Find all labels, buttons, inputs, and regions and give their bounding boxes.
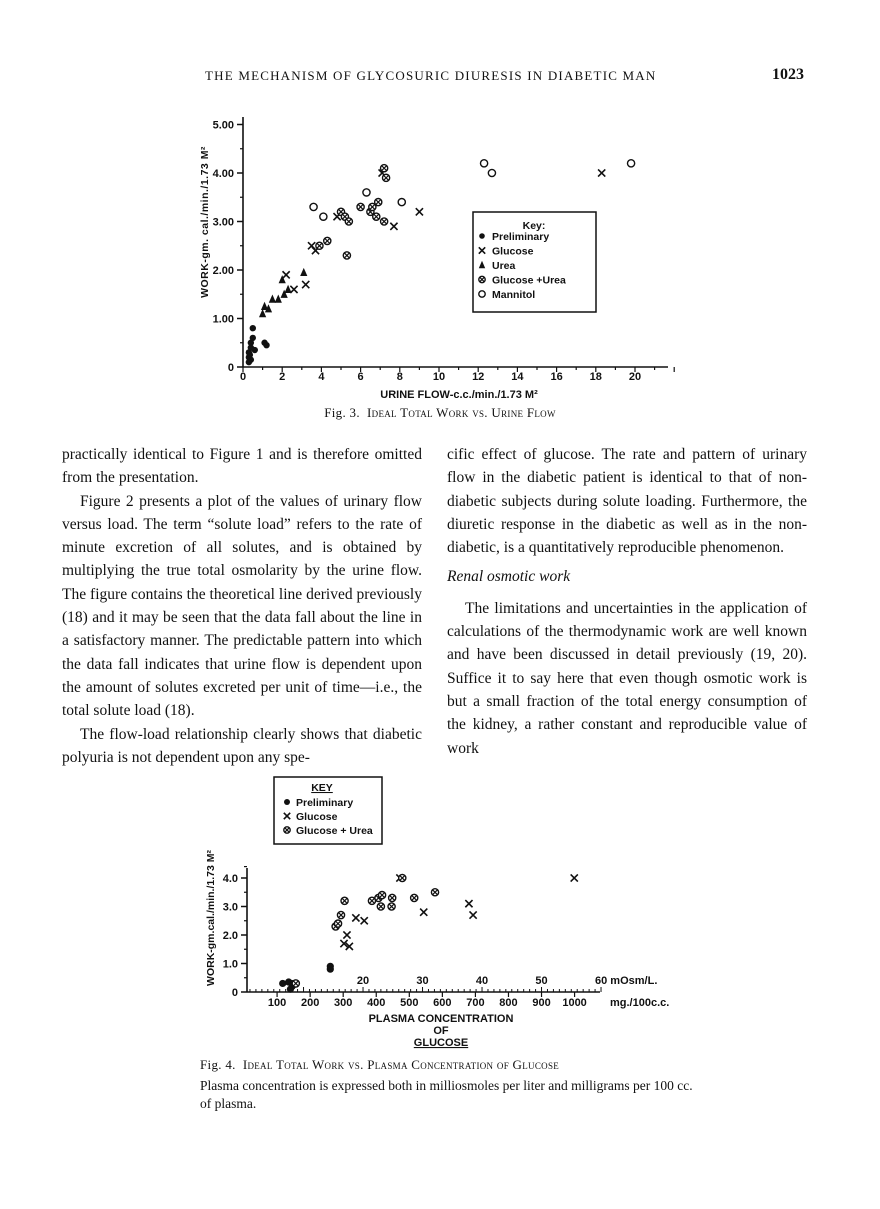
data-point [373, 213, 380, 220]
fig4-x-ticks-mosm [250, 975, 657, 992]
x-mark [416, 208, 423, 215]
data-point [399, 874, 406, 881]
y-tick-label: 3.00 [212, 216, 234, 229]
x-tick-label: 0 [239, 371, 247, 383]
y-tick-label: 0 [227, 362, 234, 374]
section-heading: Renal osmotic work [447, 568, 571, 586]
data-point [480, 160, 487, 167]
legend-symbol [479, 276, 485, 282]
circle-mark [320, 213, 327, 220]
data-point [416, 208, 423, 215]
data-point [343, 252, 350, 259]
data-point [290, 286, 297, 293]
data-point [341, 897, 348, 904]
x-tick-label: 30 [416, 975, 429, 987]
data-point [598, 169, 605, 176]
data-point [627, 160, 634, 167]
circle-mark [310, 203, 317, 210]
x-mark [290, 286, 297, 293]
y-tick-label: 4.0 [222, 873, 238, 885]
dot-mark [247, 352, 253, 358]
x-mark [465, 900, 472, 907]
x-tick-label: 16 [550, 371, 563, 383]
data-point [246, 359, 252, 365]
page-number: 1023 [772, 66, 804, 83]
x-mark [470, 911, 477, 918]
x-mark [390, 223, 397, 230]
legend-label: Preliminary [492, 231, 550, 243]
fig4-caption-prefix: Fig. 4. [200, 1057, 236, 1072]
x-mark [302, 281, 309, 288]
x-tick-label: 20 [628, 371, 642, 383]
circle-mark [627, 160, 634, 167]
x-tick-label: 20 [356, 975, 370, 987]
data-point [283, 271, 290, 278]
x-tick-label: 6 [357, 371, 364, 383]
fig3-x-ticks [240, 367, 674, 383]
fig3-y-axis-label: WORK-gm. cal./min./1.73 M² [199, 146, 211, 298]
figure-4-note: Plasma concentration is expressed both in milliosmoles per liter and milligrams per 100 cc. of plasma. [200, 1078, 693, 1111]
triangle-mark [300, 268, 307, 276]
circle-mark [398, 199, 405, 206]
y-tick-label: 5.00 [212, 119, 234, 132]
triangle-mark [259, 309, 266, 317]
y-tick-label: 1.0 [222, 958, 238, 971]
data-point [389, 894, 396, 901]
legend-label: Mannitol [492, 289, 536, 301]
x-tick-label: 1000 [562, 997, 587, 1009]
x-tick-label: 600 [433, 997, 452, 1009]
figure-3-caption [0, 405, 880, 421]
data-point [250, 335, 256, 341]
running-head-title: THE MECHANISM OF GLYCOSURIC DIURESIS IN DIABETIC MAN [205, 68, 657, 83]
x-tick-label: 8 [396, 371, 403, 383]
x-tick-label: 60 mOsm/L. [595, 975, 658, 987]
data-point [465, 900, 472, 907]
circle-mark [480, 160, 487, 167]
paragraph: cific effect of glucose. The rate and pattern of urinary flow in the diabetic patient is identical to that of non-diabetic subjects during solute loading. Furthermore, the diuretic response in the diabetic as well as in the non-diabetic, is a quantitatively reproducible phenomenon. [447, 446, 807, 557]
x-tick-label: 200 [300, 997, 320, 1009]
data-point [250, 325, 256, 331]
data-point [259, 309, 266, 317]
x-tick-label: 400 [367, 997, 386, 1009]
data-point [411, 894, 418, 901]
data-point [300, 268, 307, 276]
paragraph: Figure 2 presents a plot of the values of urinary flow versus load. The term “solute load” refers to the rate of minute excretion of all solutes, and is obtained by multiplying the true total osmolarity by the urine flow. The figure contains the theoretical line derived previously (18) and it may be seen that the data fall about the line in a satisfactory manner. The predictable pattern into which the data fall indicates that urine flow is dependent upon the amount of solutes excreted per unit of time—i.e., the total solute load (18). [62, 492, 422, 720]
x-tick-label: 700 [466, 997, 485, 1009]
x-axis-label-line: PLASMA CONCENTRATION [368, 1013, 514, 1025]
data-point [279, 980, 286, 987]
legend-symbol [479, 233, 485, 239]
data-point [275, 295, 282, 303]
dot-mark [246, 359, 252, 365]
x-tick-label: 10 [432, 371, 446, 383]
x-tick-label: 18 [589, 371, 602, 383]
data-point [363, 189, 370, 196]
x-tick-label: 50 [535, 975, 548, 987]
dot-mark [263, 342, 269, 348]
dot-mark [279, 980, 286, 987]
data-point [252, 347, 258, 353]
x-mark [343, 931, 350, 938]
legend-label: Urea [492, 260, 516, 272]
x-axis-label-line: OF [433, 1025, 449, 1037]
data-point [381, 165, 388, 172]
dot-mark [284, 799, 290, 805]
body-column-left [62, 443, 422, 769]
triangle-mark [269, 295, 276, 303]
x-tick-label: 300 [334, 997, 353, 1009]
data-point [292, 980, 299, 987]
legend-label: Glucose +Urea [492, 274, 566, 287]
x-tick-label: 800 [499, 997, 518, 1009]
fig3-axes [243, 117, 668, 367]
y-tick-label: 2.0 [222, 930, 238, 942]
x-mark [420, 909, 427, 916]
fig4-legend-title: KEY [311, 782, 333, 794]
x-tick-label: 14 [511, 371, 524, 383]
fig4-caption-text: Ideal Total Work vs. Plasma Concentration of Glucose [242, 1057, 560, 1072]
fig4-y-axis-label: WORK-gm.cal./min./1.73 M² [205, 850, 217, 986]
data-point [337, 911, 344, 918]
x-tick-label: 900 [532, 997, 551, 1009]
x-tick-label: 2 [279, 371, 286, 383]
running-head [0, 68, 880, 88]
y-tick-label: 0 [231, 987, 238, 999]
data-point [310, 203, 317, 210]
data-point [247, 352, 253, 358]
data-point [320, 213, 327, 220]
data-point [369, 203, 376, 210]
x-tick-label: 4 [318, 371, 325, 383]
x-tick-label: 40 [475, 975, 489, 987]
data-point [388, 903, 395, 910]
legend-symbol [284, 827, 290, 833]
y-tick-label: 2.00 [212, 265, 234, 277]
legend-symbol [479, 291, 485, 297]
data-point [431, 889, 438, 896]
data-point [378, 892, 385, 899]
data-point [269, 295, 276, 303]
data-point [470, 911, 477, 918]
fig4-x-axis-label [369, 1013, 514, 1049]
data-point [343, 931, 350, 938]
data-point [324, 237, 331, 244]
fig3-legend [473, 212, 596, 312]
fig3-caption-text: Ideal Total Work vs. Urine Flow [367, 405, 556, 420]
circle-mark [488, 169, 495, 176]
data-point [420, 909, 427, 916]
data-point [571, 874, 578, 881]
x-axis-label-line: GLUCOSE [413, 1037, 469, 1049]
fig3-legend-title: Key: [522, 220, 546, 232]
data-point [302, 281, 309, 288]
data-point [398, 199, 405, 206]
x-tick-label: 500 [400, 997, 419, 1009]
data-point [361, 917, 368, 924]
paragraph: practically identical to Figure 1 and is therefore omitted from the presentation. [62, 446, 422, 487]
fig4-x-ticks-mg [268, 992, 669, 1009]
data-point [377, 903, 384, 910]
data-point [488, 169, 495, 176]
y-tick-label: 3.0 [222, 901, 238, 914]
circle-mark [479, 291, 485, 297]
y-tick-label: 4.00 [212, 168, 234, 180]
triangle-mark [275, 295, 282, 303]
y-tick-label: 1.00 [212, 313, 234, 326]
figure-4-chart [0, 770, 880, 1060]
circle-mark [363, 189, 370, 196]
x-mark [571, 874, 578, 881]
x-mark [598, 169, 605, 176]
data-point [390, 223, 397, 230]
data-point [357, 203, 364, 210]
figure-3-chart [0, 110, 880, 410]
fig4-legend [274, 777, 382, 844]
dot-mark [250, 325, 256, 331]
x-tick-label: 12 [472, 371, 485, 383]
dot-mark [327, 966, 334, 973]
data-point [345, 218, 352, 225]
fig3-caption-prefix: Fig. 3. [324, 405, 360, 420]
data-point [352, 914, 359, 921]
paragraph: The limitations and uncertainties in the application of calculations of the thermodynamic work are well known and have been discussed in detail previously (19, 20). Suffice it to say here that even though osmotic work is but a small fraction of the total energy consumption of the kidney, a rather constant and reproducible value of work [447, 599, 807, 757]
body-column-right [447, 443, 807, 760]
data-point [382, 174, 389, 181]
legend-label: Glucose [492, 245, 534, 258]
legend-label: Glucose [296, 811, 338, 823]
legend-symbol [284, 799, 290, 805]
figure-4-caption [200, 1057, 720, 1073]
data-point [334, 920, 341, 927]
x-tick-label: mg./100c.c. [610, 997, 670, 1009]
x-tick-label: 100 [267, 997, 287, 1009]
x-mark [283, 271, 290, 278]
fig3-y-ticks [213, 120, 243, 375]
paragraph: The flow-load relationship clearly shows that diabetic polyuria is not dependent upon any spe- [62, 725, 422, 766]
legend-label: Preliminary [296, 797, 354, 809]
dot-mark [479, 233, 485, 239]
data-point [327, 966, 334, 973]
data-point [316, 242, 323, 249]
data-point [381, 218, 388, 225]
data-point [261, 302, 268, 310]
dot-mark [252, 347, 258, 353]
fig4-axes [247, 868, 600, 992]
dot-mark [250, 335, 256, 341]
legend-label: Glucose + Urea [296, 825, 373, 837]
x-mark [352, 914, 359, 921]
fig3-x-axis-label: URINE FLOW-c.c./min./1.73 M² [380, 389, 538, 401]
triangle-mark [261, 302, 268, 310]
x-mark [361, 917, 368, 924]
data-point [263, 342, 269, 348]
fig4-y-ticks [223, 867, 247, 999]
